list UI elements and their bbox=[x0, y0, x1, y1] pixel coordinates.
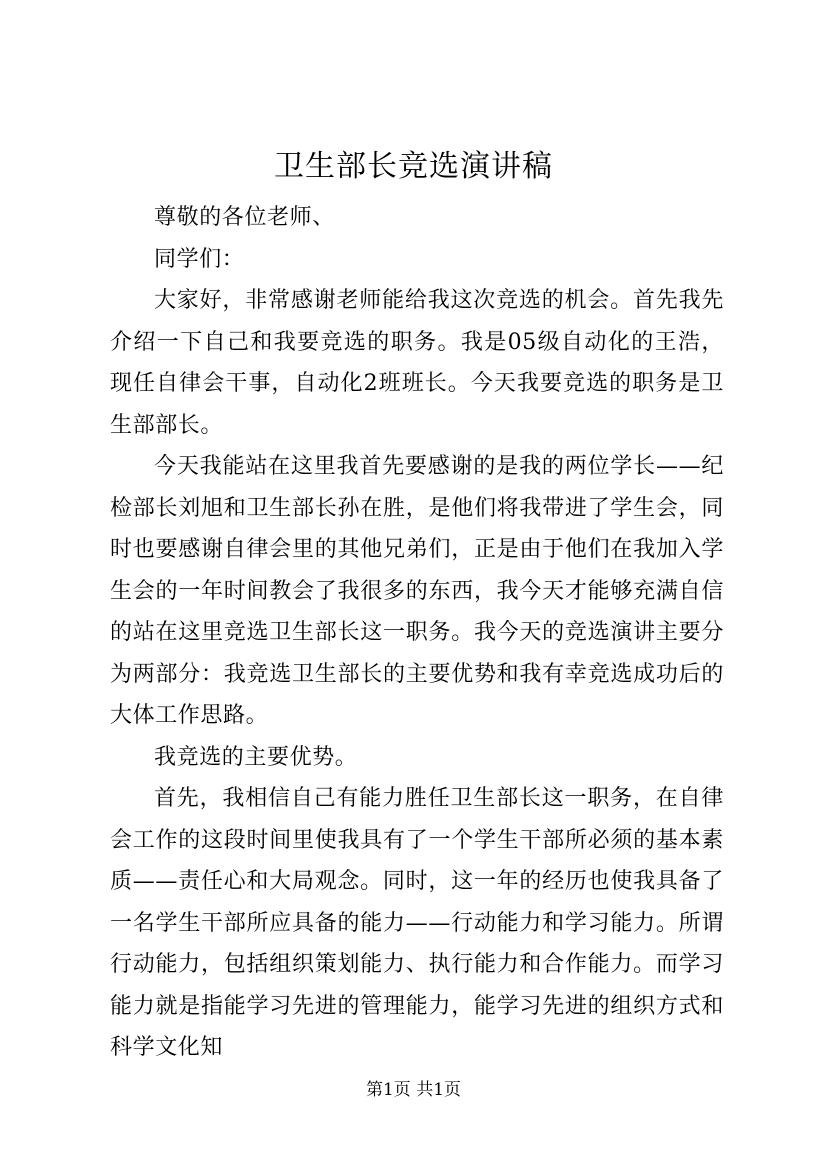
document-title: 卫生部长竞选演讲稿 bbox=[274, 149, 553, 184]
paragraph-thanks: 今天我能站在这里我首先要感谢的是我的两位学长——纪检部长刘旭和卫生部长孙在胜，是他们将我带进了学生会，同时也要感谢自律会里的其他兄弟们，正是由于他们在我加入学生会的一年时间教会了我很多的东西，我今天才能够充满自信的站在这里竞选卫生部长这一职务。我今天的竞选演讲主要分为两部分：我竞选卫生部长的主要优势和我有幸竞选成功后的大体工作思路。 bbox=[110, 454, 724, 728]
document-body bbox=[110, 197, 724, 1069]
paragraph-salutation-1: 尊敬的各位老师、 bbox=[154, 205, 335, 230]
paragraph-section-heading: 我竞选的主要优势。 bbox=[154, 744, 358, 770]
paragraph-advantages: 首先，我相信自己有能力胜任卫生部长这一职务，在自律会工作的这段时间里使我具有了一个学生干部所必须的基本素质——责任心和大局观念。同时，这一年的经历也使我具备了一名学生干部所应具备的能力——行动能力和学习能力。所谓行动能力，包括组织策划能力、执行能力和合作能力。而学习能力就是指能学习先进的管理能力，能学习先进的组织方式和科学文化知 bbox=[110, 786, 724, 1060]
page-footer: 第1页 共1页 bbox=[365, 1080, 462, 1100]
paragraph-introduction: 大家好，非常感谢老师能给我这次竞选的机会。首先我先介绍一下自己和我要竞选的职务。我是05级自动化的王浩，现任自律会干事，自动化2班班长。今天我要竞选的职务是卫生部部长。 bbox=[110, 288, 724, 438]
paragraph-salutation-2: 同学们： bbox=[154, 246, 245, 272]
